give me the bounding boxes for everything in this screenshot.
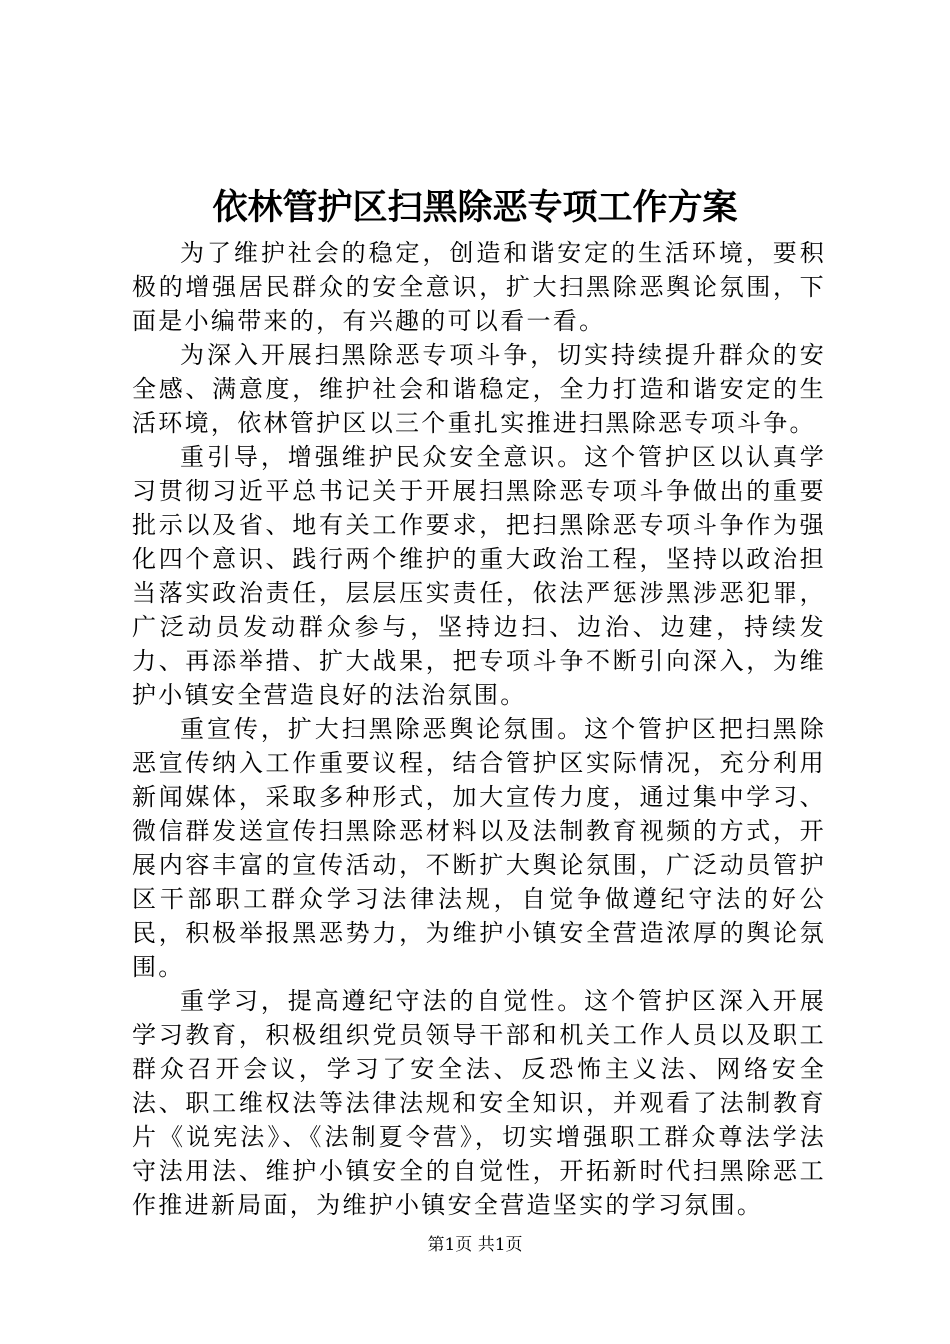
document-body xyxy=(132,236,826,1222)
paragraph-guidance: 重引导，增强维护民众安全意识。这个管护区以认真学习贯彻习近平总书记关于开展扫黑除恶专项斗争做出的重要批示以及省、地有关工作要求，把扫黑除恶专项斗争作为强化四个意识、践行两个维护的重大政治工程，坚持以政治担当落实政治责任，层层压实责任，依法严惩涉黑涉恶犯罪，广泛动员发动群众参与，坚持边扫、边治、边建，持续发力、再添举措、扩大战果，把专项斗争不断引向深入，为维护小镇安全营造良好的法治氛围。 xyxy=(132,443,826,709)
paragraph-intro: 为了维护社会的稳定，创造和谐安定的生活环境，要积极的增强居民群众的安全意识，扩大扫黑除恶舆论氛围，下面是小编带来的，有兴趣的可以看一看。 xyxy=(132,239,826,335)
paragraph-overview: 为深入开展扫黑除恶专项斗争，切实持续提升群众的安全感、满意度，维护社会和谐稳定，全力打造和谐安定的生活环境，依林管护区以三个重扎实推进扫黑除恶专项斗争。 xyxy=(132,341,826,437)
paragraph-publicity: 重宣传，扩大扫黑除恶舆论氛围。这个管护区把扫黑除恶宣传纳入工作重要议程，结合管护区实际情况，充分利用新闻媒体，采取多种形式，加大宣传力度，通过集中学习、微信群发送宣传扫黑除恶材料以及法制教育视频的方式，开展内容丰富的宣传活动，不断扩大舆论氛围，广泛动员管护区干部职工群众学习法律法规，自觉争做遵纪守法的好公民，积极举报黑恶势力，为维护小镇安全营造浓厚的舆论氛围。 xyxy=(132,715,826,981)
paragraph-study: 重学习，提高遵纪守法的自觉性。这个管护区深入开展学习教育，积极组织党员领导干部和机关工作人员以及职工群众召开会议，学习了安全法、反恐怖主义法、网络安全法、职工维权法等法律法规和安全知识，并观看了法制教育片《说宪法》、《法制夏令营》，切实增强职工群众尊法学法守法用法、维护小镇安全的自觉性，开拓新时代扫黑除恶工作推进新局面，为维护小镇安全营造坚实的学习氛围。 xyxy=(132,987,826,1219)
page-number-footer: 第1页 共1页 xyxy=(427,1235,523,1255)
document-title: 依林管护区扫黑除恶专项工作方案 xyxy=(212,188,738,228)
